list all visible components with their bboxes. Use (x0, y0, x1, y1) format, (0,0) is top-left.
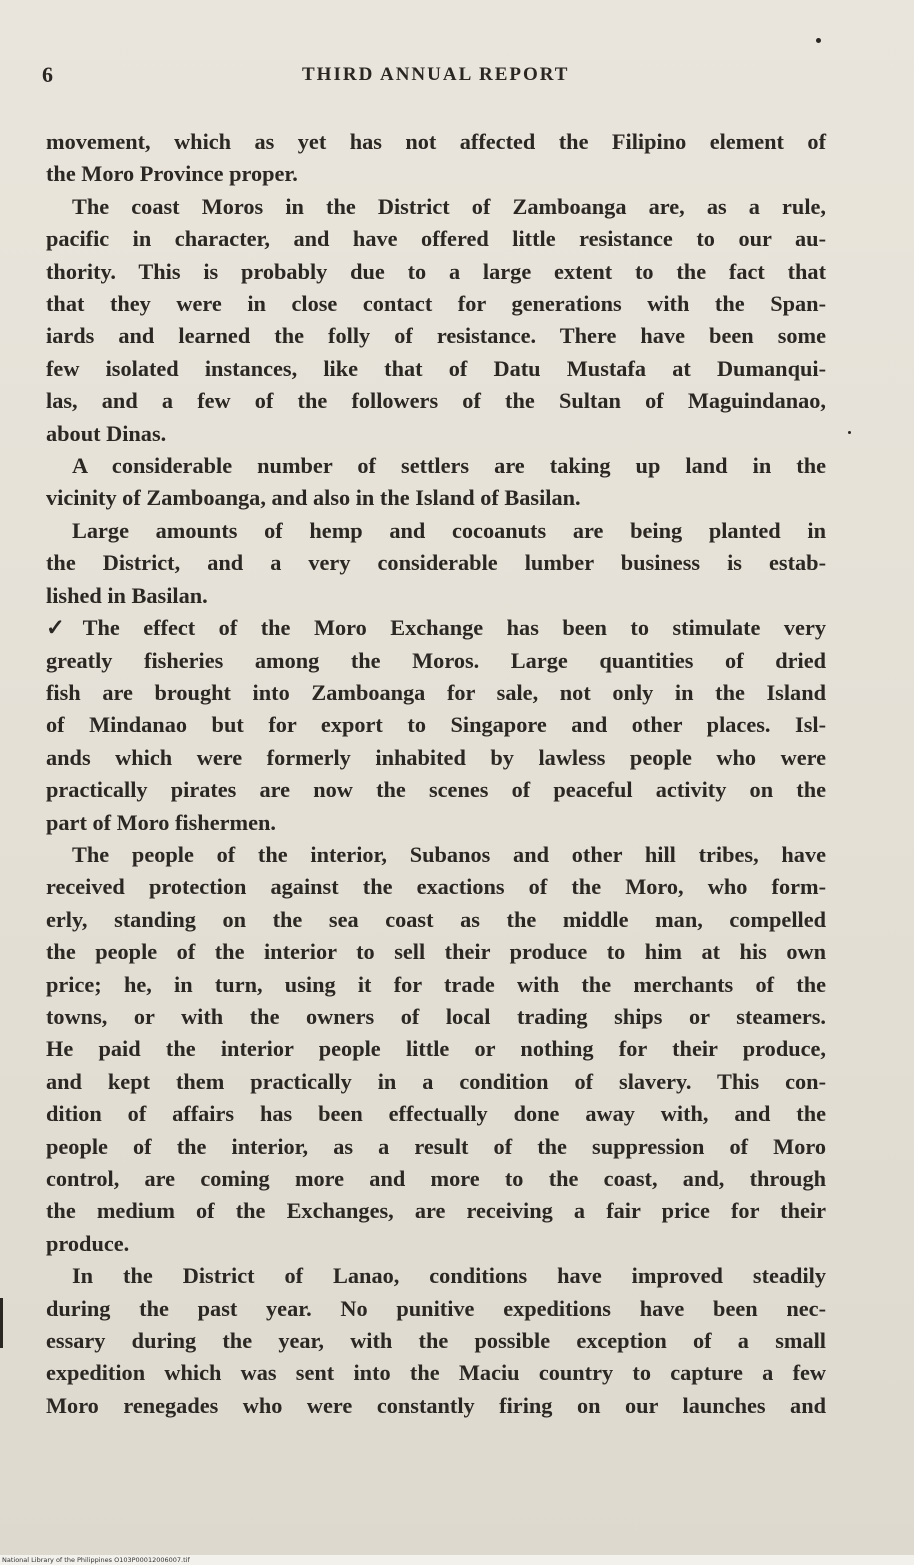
text-line: people of the interior, as a result of the suppression of Moro (46, 1133, 826, 1159)
text-line: of Mindanao but for export to Singapore and other places. Isl- (46, 712, 826, 738)
text-line: essary during the year, with the possible exception of a small (46, 1328, 826, 1354)
text-line: thority. This is probably due to a large extent to the fact that (46, 258, 826, 284)
text-line: price; he, in turn, using it for trade with the merchants of the (46, 971, 826, 997)
ink-speck (816, 38, 821, 43)
page-header (42, 62, 842, 92)
text-line: practically pirates are now the scenes of peaceful activity on the (46, 777, 826, 803)
text-line: expedition which was sent into the Maciu country to capture a few (46, 1360, 826, 1386)
text-line: and kept them practically in a condition of slavery. This con- (46, 1068, 826, 1094)
text-line: The coast Moros in the District of Zamboanga are, as a rule, (72, 193, 826, 219)
text-line: iards and learned the folly of resistance. There have been some (46, 323, 826, 349)
text-line: In the District of Lanao, conditions have improved steadily (72, 1263, 826, 1289)
text-line: that they were in close contact for generations with the Span- (46, 291, 826, 317)
text-line: about Dinas. (46, 420, 167, 446)
text-line: las, and a few of the followers of the Sultan of Maguindanao, (46, 388, 826, 414)
text-line: during the past year. No punitive expeditions have been nec- (46, 1295, 826, 1321)
text-line: pacific in character, and have offered little resistance to our au- (46, 226, 826, 252)
source-caption: National Library of the Philippines O103P00012006007.tif (2, 1556, 190, 1564)
running-title: THIRD ANNUAL REPORT (302, 64, 570, 85)
text-line: vicinity of Zamboanga, and also in the Island of Basilan. (46, 485, 581, 511)
text-line: the District, and a very considerable lumber business is estab- (46, 550, 826, 576)
text-line: The people of the interior, Subanos and other hill tribes, have (72, 841, 826, 867)
text-line: the people of the interior to sell their produce to him at his own (46, 939, 826, 965)
text-line: A considerable number of settlers are taking up land in the (72, 453, 826, 479)
margin-mark (0, 1298, 3, 1348)
text-line: erly, standing on the sea coast as the middle man, compelled (46, 906, 826, 932)
text-line: movement, which as yet has not affected the Filipino element of (46, 129, 826, 154)
text-line: Large amounts of hemp and cocoanuts are being planted in (72, 517, 826, 543)
text-line: lished in Basilan. (46, 582, 208, 608)
text-line: He paid the interior people little or nothing for their produce, (46, 1036, 826, 1062)
text-line: dition of affairs has been effectually done away with, and the (46, 1101, 826, 1127)
text-line: control, are coming more and more to the coast, and, through (46, 1166, 826, 1191)
text-line: greatly fisheries among the Moros. Large quantities of dried (46, 647, 826, 673)
text-line: few isolated instances, like that of Datu Mustafa at Dumanqui- (46, 355, 826, 381)
text-line: part of Moro fishermen. (46, 809, 276, 835)
body-text (46, 126, 826, 1422)
text-line: received protection against the exactions of the Moro, who form- (46, 874, 826, 900)
page-number: 6 (42, 62, 53, 87)
ink-speck (848, 431, 851, 434)
text-line: fish are brought into Zamboanga for sale, not only in the Island (46, 679, 826, 705)
text-line: towns, or with the owners of local trading ships or steamers. (46, 1003, 826, 1029)
footer-strip (0, 1555, 914, 1565)
text-line: ✓The effect of the Moro Exchange has been to stimulate very (46, 615, 826, 641)
text-line: Moro renegades who were constantly firing on our launches and (46, 1392, 826, 1418)
text-line: produce. (46, 1230, 130, 1256)
text-line: the Moro Province proper. (46, 161, 298, 187)
text-line: the medium of the Exchanges, are receiving a fair price for their (46, 1198, 826, 1224)
text-line: ands which were formerly inhabited by lawless people who were (46, 744, 826, 770)
